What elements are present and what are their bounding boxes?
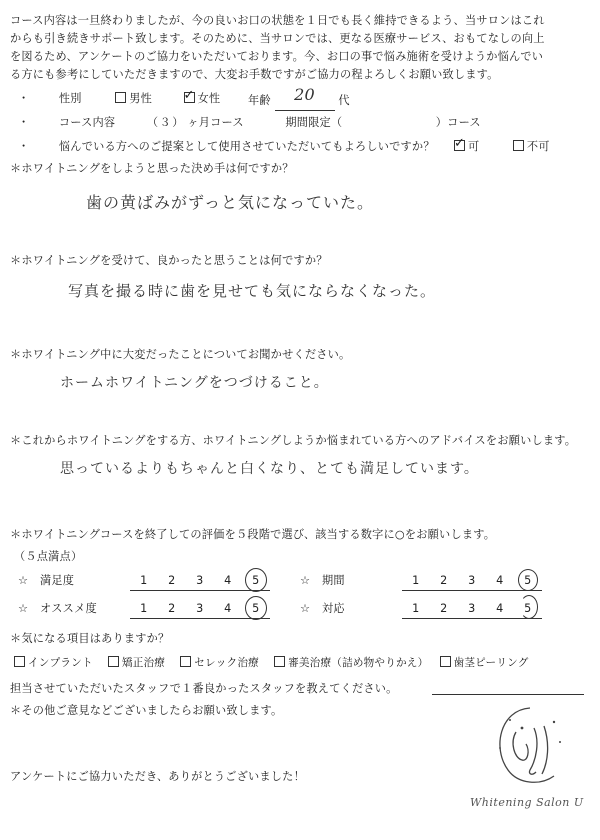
q2-question: ＊ホワイトニングを受けて、良かったと思うことは何ですか？ bbox=[10, 254, 328, 267]
selected-circle-icon bbox=[245, 596, 267, 620]
other-question: ＊その他ご意見などございましたらお願い致します。 bbox=[10, 704, 283, 717]
staff-answer-line[interactable] bbox=[432, 694, 584, 695]
rating-option[interactable]: 1 bbox=[140, 602, 148, 615]
q1-question: ＊ホワイトニングをしようと思った決め手は何ですか？ bbox=[10, 162, 294, 175]
course-unit: ヶ月コース bbox=[187, 116, 244, 129]
rating-option[interactable]: 1 bbox=[412, 602, 420, 615]
interest-option: セレック治療 bbox=[194, 657, 259, 669]
rating-option[interactable]: 4 bbox=[224, 574, 232, 587]
rating-label: 対応 bbox=[322, 602, 345, 615]
male-label: 男性 bbox=[129, 92, 153, 105]
bullet: ・ bbox=[18, 92, 30, 105]
rating-option[interactable]: 4 bbox=[224, 602, 232, 615]
interest-option: 歯茎ピーリング bbox=[453, 657, 529, 669]
rating-option[interactable]: 3 bbox=[468, 574, 476, 587]
rating-option[interactable]: 2 bbox=[440, 602, 448, 615]
interest-checkbox[interactable] bbox=[14, 656, 25, 667]
star-icon: ☆ bbox=[300, 602, 311, 615]
rating-label: オススメ度 bbox=[40, 602, 97, 615]
rating-option[interactable]: 2 bbox=[440, 574, 448, 587]
interest-checkbox[interactable] bbox=[440, 656, 451, 667]
age-value[interactable]: 20 bbox=[294, 85, 315, 104]
rating-option[interactable]: 2 bbox=[168, 602, 176, 615]
bullet: ・ bbox=[18, 116, 30, 129]
check-mark-icon: ✓ bbox=[454, 136, 466, 151]
rating-item bbox=[300, 572, 542, 591]
consent-question: 悩んでいる方へのご提案として使用させていただいてもよろしいですか？ bbox=[58, 140, 435, 153]
consent-yes-label: 可 bbox=[468, 140, 480, 153]
age-field bbox=[248, 85, 350, 111]
rating-label: 期間 bbox=[322, 574, 345, 587]
star-icon: ☆ bbox=[300, 574, 311, 587]
male-checkbox[interactable] bbox=[115, 92, 126, 103]
star-icon: ☆ bbox=[18, 574, 29, 587]
selected-circle-icon bbox=[245, 568, 267, 592]
salon-logo-icon bbox=[470, 698, 590, 790]
interest-checkbox[interactable] bbox=[274, 656, 285, 667]
rating-option[interactable]: 3 bbox=[196, 574, 204, 587]
rating-label: 満足度 bbox=[40, 574, 75, 587]
age-suffix: 代 bbox=[338, 94, 350, 107]
consent-no-label: 不可 bbox=[526, 140, 550, 153]
q4-question: ＊これからホワイトニングをする方、ホワイトニングしようか悩まれている方へのアドバイスをお願いします。 bbox=[10, 434, 577, 447]
q4-answer[interactable]: 思っているよりもちゃんと白くなり、とても満足しています。 bbox=[60, 461, 479, 477]
consent-yes-checkbox[interactable] bbox=[454, 136, 466, 151]
selected-circle-icon bbox=[518, 569, 538, 591]
check-mark-icon: ✓ bbox=[183, 88, 195, 103]
rating-option[interactable]: 1 bbox=[140, 574, 148, 587]
course-months-value[interactable]: ３ bbox=[159, 116, 171, 129]
bullet: ・ bbox=[18, 140, 30, 153]
q3-question: ＊ホワイトニング中に大変だったことについてお聞かせください。 bbox=[10, 348, 351, 361]
limited-course-suffix: ）コース bbox=[435, 116, 481, 129]
course-row: ・ コース内容 （３） ヶ月コース 期間限定（ ）コース bbox=[18, 114, 481, 132]
q1-answer[interactable]: 歯の黄ばみがずっと気になっていた。 bbox=[86, 193, 375, 212]
salon-logo bbox=[470, 698, 590, 818]
interest-option: 審美治療（詰め物やりかえ） bbox=[288, 657, 429, 669]
rating-item bbox=[300, 600, 542, 619]
rating-item bbox=[18, 572, 270, 591]
interest-question: ＊気になる項目はありますか？ bbox=[10, 632, 170, 645]
rating-option[interactable]: 1 bbox=[412, 574, 420, 587]
rating-option[interactable]: 5 bbox=[514, 600, 542, 618]
gender-row bbox=[18, 90, 220, 108]
rating-item bbox=[18, 600, 270, 619]
consent-options bbox=[454, 138, 550, 156]
rating-option[interactable]: 5 bbox=[514, 572, 542, 590]
q3-answer[interactable]: ホームホワイトニングをつづけること。 bbox=[60, 375, 329, 391]
interest-checkbox[interactable] bbox=[108, 656, 119, 667]
limited-course-label: 期間限定（ bbox=[285, 116, 343, 129]
intro-paragraph bbox=[10, 12, 545, 84]
consent-row bbox=[18, 138, 435, 156]
interest-options bbox=[14, 654, 528, 672]
intro-line: からも引き続きサポート致します。そのために、当サロンでは、更なる医療サービス、おもてなしの向上 bbox=[10, 32, 545, 45]
q2-answer[interactable]: 写真を撮る時に歯を見せても気にならなくなった。 bbox=[68, 282, 437, 300]
rating-scale-note: （５点満点） bbox=[14, 550, 83, 563]
rating-option[interactable]: 3 bbox=[196, 602, 204, 615]
rating-option[interactable]: 5 bbox=[242, 600, 270, 618]
intro-line: を図るため、アンケートのご協力をいただいております。今、お口の事で悩み施術を受けようか悩んでい bbox=[10, 50, 544, 63]
rating-option[interactable]: 5 bbox=[242, 572, 270, 590]
gender-label: 性別 bbox=[58, 92, 82, 105]
age-label: 年齢 bbox=[248, 94, 271, 107]
salon-logo-text: Whitening Salon U bbox=[470, 796, 584, 809]
rating-option[interactable]: 4 bbox=[496, 574, 504, 587]
female-checkbox[interactable] bbox=[183, 88, 195, 103]
selected-circle-icon bbox=[520, 595, 538, 619]
interest-checkbox[interactable] bbox=[180, 656, 191, 667]
staff-question: 担当させていただいたスタッフで１番良かったスタッフを教えてください。 bbox=[10, 682, 398, 695]
intro-line: コース内容は一旦終わりましたが、今の良いお口の状態を１日でも長く維持できるよう、当サロンはこれ bbox=[10, 14, 545, 27]
star-icon: ☆ bbox=[18, 602, 29, 615]
female-label: 女性 bbox=[197, 92, 221, 105]
thanks-message: アンケートにご協力いただき、ありがとうございました！ bbox=[10, 770, 305, 783]
intro-line: る方にも参考にしていただきますので、大変お手数ですがご協力の程よろしくお願い致します。 bbox=[10, 68, 499, 81]
interest-option: 矯正治療 bbox=[121, 657, 166, 669]
course-label: コース内容 bbox=[58, 116, 116, 129]
consent-no-checkbox[interactable] bbox=[513, 140, 524, 151]
rating-question: ＊ホワイトニングコースを終了しての評価を５段階で選び、該当する数字に○をお願いします。 bbox=[10, 528, 496, 541]
rating-option[interactable]: 3 bbox=[468, 602, 476, 615]
rating-option[interactable]: 2 bbox=[168, 574, 176, 587]
rating-option[interactable]: 4 bbox=[496, 602, 504, 615]
interest-option: インプラント bbox=[28, 657, 93, 669]
